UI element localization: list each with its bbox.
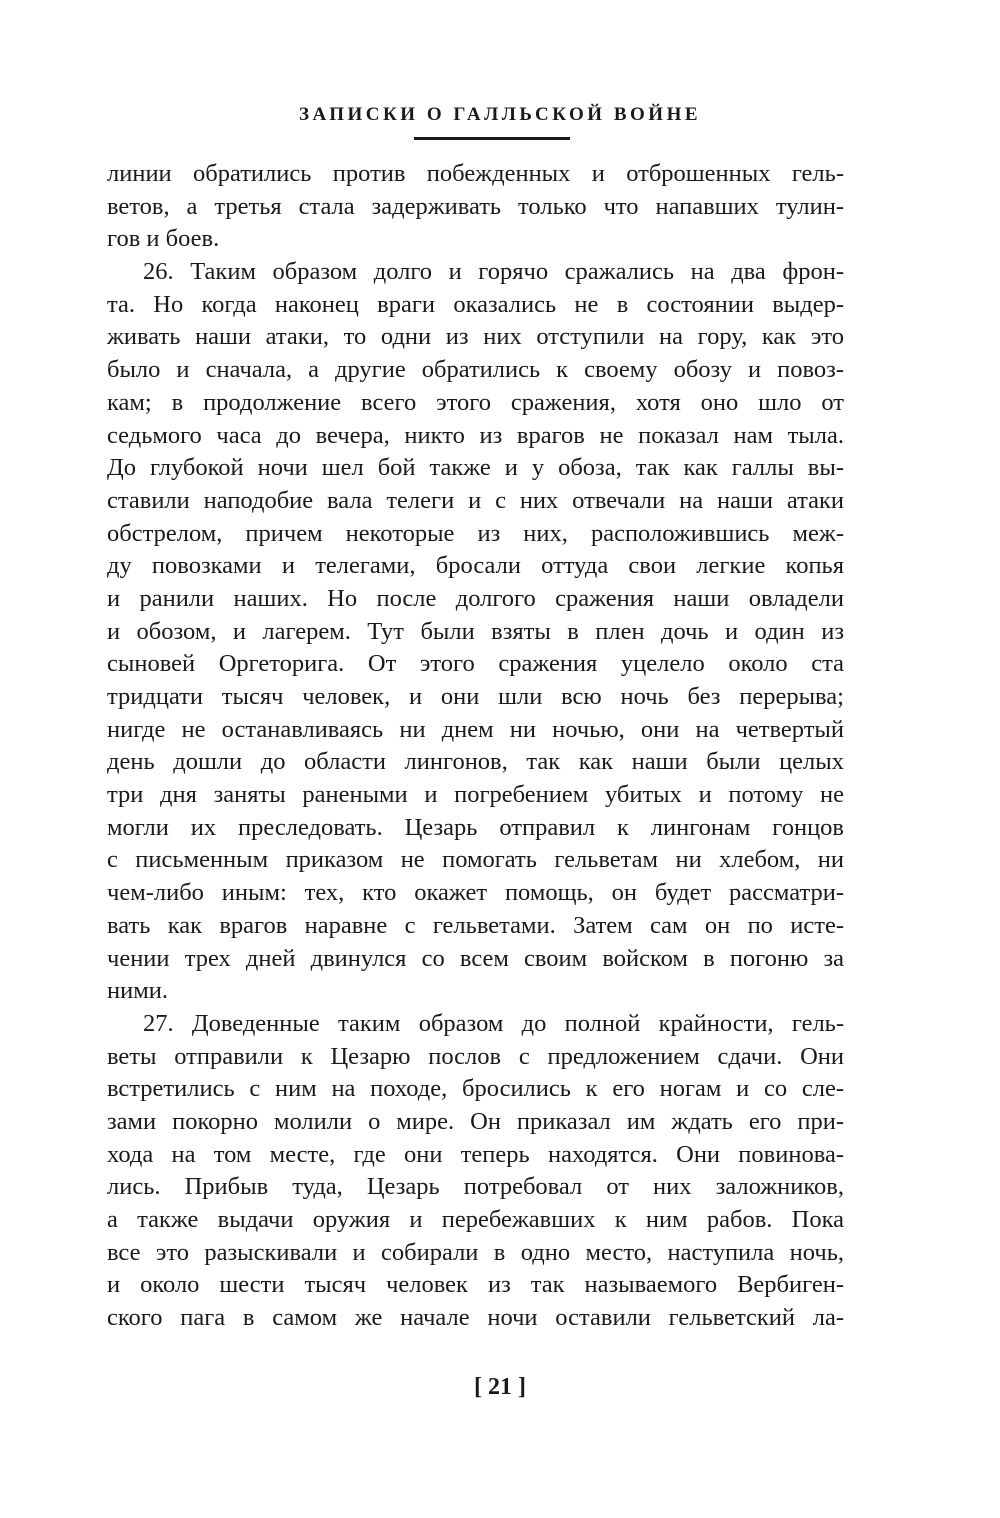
text-line: веты отправили к Цезарю послов с предложением сдачи. Они — [107, 1042, 844, 1070]
text-line: седьмого часа до вечера, никто из врагов не показал нам тыла. — [107, 421, 844, 449]
text-line: ского пага в самом же начале ночи оставили гельветский ла- — [107, 1304, 844, 1332]
text-line: ду повозками и телегами, бросали оттуда свои легкие копья — [107, 552, 844, 580]
text-line: та. Но когда наконец враги оказались не в состоянии выдер- — [107, 290, 844, 318]
text-line: с письменным приказом не помогать гельветам ни хлебом, ни — [107, 846, 844, 874]
text-line: было и сначала, а другие обратились к своему обозу и повоз- — [107, 356, 844, 384]
text-line: а также выдачи оружия и перебежавших к ним рабов. Пока — [107, 1206, 844, 1233]
text-line: ними. — [107, 977, 168, 1005]
text-line: все это разыскивали и собирали в одно место, наступила ночь, — [107, 1238, 844, 1266]
body-text — [107, 158, 844, 1335]
text-line: линии обратились против побежденных и отброшенных гель- — [107, 160, 844, 187]
text-line: и около шести тысяч человек из так называемого Вербиген- — [107, 1271, 844, 1299]
text-line: и ранили наших. Но после долгого сражения наши овладели — [107, 584, 844, 612]
text-line: могли их преследовать. Цезарь отправил к лингонам гонцов — [107, 813, 844, 841]
text-line: До глубокой ночи шел бой также и у обоза, так как галлы вы- — [107, 454, 844, 482]
text-line: ветов, а третья стала задерживать только что напавших тулин- — [107, 192, 844, 220]
text-line: встретились с ним на походе, бросились к его ногам и со сле- — [107, 1075, 844, 1103]
text-line: вать как врагов наравне с гельветами. Затем сам он по исте- — [107, 911, 844, 939]
text-line: кам; в продолжение всего этого сражения, хотя оно шло от — [107, 388, 844, 416]
text-line: хода на том месте, где они теперь находятся. Они повинова- — [107, 1140, 844, 1168]
text-line: гов и боев. — [107, 225, 220, 253]
text-line: ставили наподобие вала телеги и с них отвечали на наши атаки — [107, 486, 844, 514]
text-line: тридцати тысяч человек, и они шли всю ночь без перерыва; — [107, 683, 844, 710]
paragraph-26-start: 26. Таким образом долго и горячо сражались на два фрон- — [143, 258, 844, 286]
running-title: ЗАПИСКИ О ГАЛЛЬСКОЙ ВОЙНЕ — [298, 104, 702, 125]
text-line: чении трех дней двинулся со всем своим войском в погоню за — [107, 944, 844, 972]
paragraph-27-start: 27. Доведенные таким образом до полной крайности, гель- — [143, 1009, 844, 1037]
header-rule — [414, 137, 570, 140]
text-line: сыновей Оргеторига. От этого сражения уцелело около ста — [107, 650, 844, 678]
text-line: чем-либо иным: тех, кто окажет помощь, он будет рассматри- — [107, 879, 844, 907]
text-line: день дошли до области лингонов, так как наши были целых — [107, 748, 844, 776]
text-line: обстрелом, причем некоторые из них, расположившись меж- — [107, 519, 844, 547]
text-line: зами покорно молили о мире. Он приказал им ждать его при- — [107, 1107, 844, 1135]
page-number: [ 21 ] — [474, 1374, 526, 1400]
text-line: три дня заняты ранеными и погребением убитых и потому не — [107, 781, 844, 809]
text-line: живать наши атаки, то одни из них отступили на гору, как это — [107, 323, 844, 351]
text-line: нигде не останавливаясь ни днем ни ночью, они на четвертый — [107, 715, 844, 743]
text-line: лись. Прибыв туда, Цезарь потребовал от них заложников, — [107, 1173, 844, 1201]
text-line: и обозом, и лагерем. Тут были взяты в плен дочь и один из — [107, 617, 844, 645]
